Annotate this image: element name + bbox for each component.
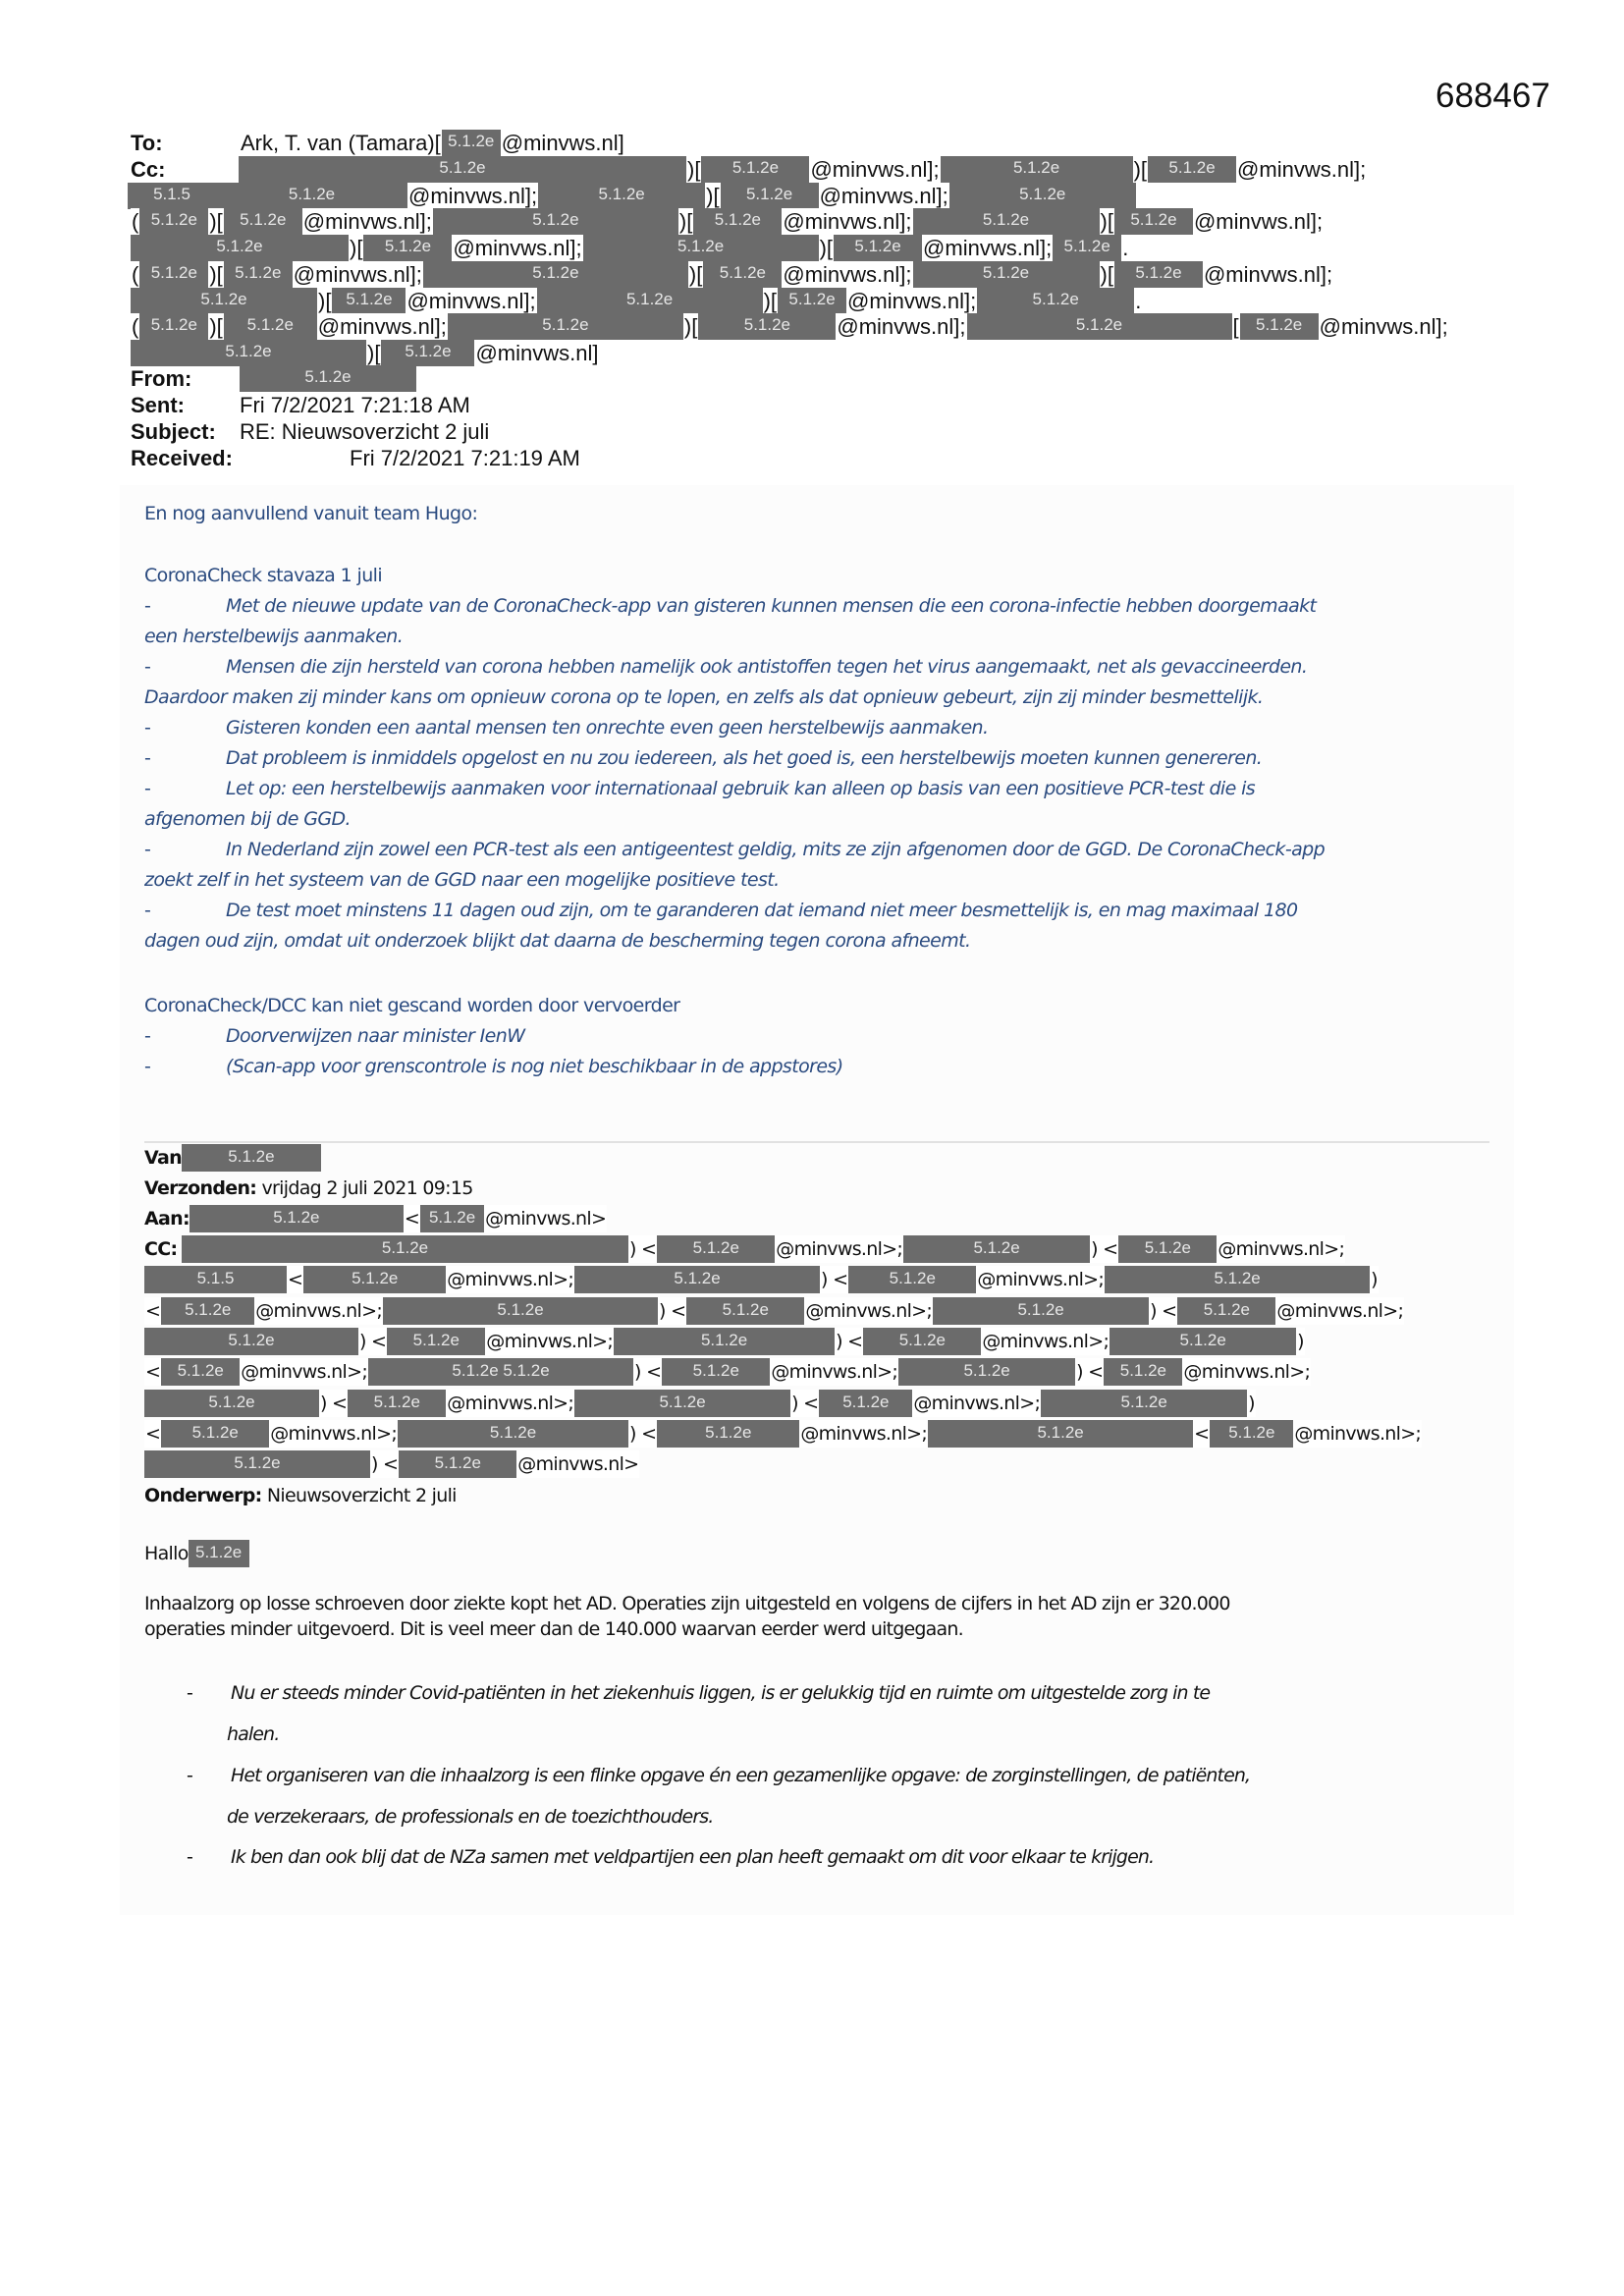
van-line [144,1144,321,1172]
address-text: @minvws.nl>; [804,1297,933,1325]
verzonden-label: Verzonden: [144,1177,257,1199]
address-text: @minvws.nl>; [485,1328,614,1355]
redaction-box: 5.1.2e [863,1328,981,1355]
address-text: @minvws.nl>; [446,1266,574,1293]
redaction-box: 5.1.2e [1148,156,1236,183]
address-text: @minvws.nl>; [446,1390,574,1417]
to-recipients [240,131,625,155]
address-text: ( [132,314,139,340]
redaction-box: 5.1.2e [583,235,819,261]
address-text: ) < [358,1328,387,1355]
received-label: Received: [131,446,233,470]
address-text: ) < [1090,1235,1118,1263]
address-text: )[ [209,314,223,340]
recipient-line [131,313,1449,340]
bullet-text: Het organiseren van die inhaalzorg is een flinke opgave én een gezamenlijke opgave: de zorginstellingen, de patiënten, [231,1765,1251,1786]
redaction-box: 5.1.2e [1118,1235,1217,1263]
recipient-line [131,208,1324,235]
bullet-text: Doorverwijzen naar minister IenW [226,1025,525,1047]
onderwerp-label: Onderwerp: [144,1485,262,1506]
redaction-box: 5.1.2e [448,313,683,340]
redaction-box: 5.1.2e [387,1328,485,1355]
redaction-box: 5.1.2e [898,1358,1075,1386]
aan-line [144,1205,607,1232]
redaction-box: 5.1.2e [657,1235,775,1263]
sent-line [131,392,470,418]
address-text: )[ [1100,209,1113,235]
address-text: @minvws.nl]; [923,236,1053,261]
address-text: @minvws.nl>; [1182,1358,1311,1386]
redaction-box: 5.1.2e [224,261,293,288]
subject-line [131,418,489,445]
address-text: @minvws.nl>; [799,1420,928,1448]
redaction-box: 5.1.2e [538,183,705,209]
address-text: < [144,1297,161,1325]
recipient-line [144,1266,1379,1293]
recipient-line [131,235,1129,261]
redaction-box: 5.1.2e [967,313,1232,340]
received-value: Fri 7/2/2021 7:21:19 AM [350,446,580,470]
redaction-box: 5.1.2e [303,1266,446,1293]
address-text: @minvws.nl]; [819,183,948,208]
redaction-box: 5.1.2e [1210,1420,1293,1448]
received-line [131,445,580,471]
address-text: @minvws.nl]; [317,314,447,340]
address-text: ) < [319,1390,348,1417]
address-text: @minvws.nl]; [847,288,977,313]
bullet-text: In Nederland zijn zowel een PCR-test als een antigeentest geldig, mits ze zijn afgenomen door de GGD. De CoronaCheck-app [226,839,1326,860]
verzonden-line [144,1175,473,1202]
address-text: )[ [688,261,703,287]
address-text: ) < [835,1328,863,1355]
redaction-box: 5.1.5 [144,1266,287,1293]
section1-title: CoronaCheck stavaza 1 juli [144,565,383,586]
sent-label: Sent: [131,393,185,417]
van-redaction: 5.1.2e [182,1144,321,1172]
redaction-box: 5.1.2e [686,1297,804,1325]
to-line [131,130,625,156]
recipient-line [131,261,1333,288]
redaction-box: 5.1.2e [433,208,678,235]
reply-intro: En nog aanvullend vanuit team Hugo: [144,503,478,524]
redaction-box: 5.1.2e [420,1205,484,1232]
address-text: @minvws.nl]; [302,209,432,235]
bullet-text: De test moet minstens 11 dagen oud zijn, om te garanderen dat iemand niet meer besmettelijk is, en mag maximaal 180 [226,900,1298,921]
address-text: )[ [683,314,698,340]
redaction-box: 5.1.2e [363,235,452,261]
greeting-redaction: 5.1.2e [189,1540,249,1567]
recipient-line [239,156,1367,183]
redaction-box: 5.1.2e [1114,208,1193,235]
address-text: @minvws.nl]; [810,157,940,182]
bullet-text: Nu er steeds minder Covid-patiënten in het ziekenhuis liggen, is er gelukkig tijd en ruimte om uitgestelde zorg in te [231,1682,1211,1704]
bullet-text: Let op: een herstelbewijs aanmaken voor internationaal gebruik kan alleen op basis van een positieve PCR-test die is [226,778,1256,799]
bullet-continuation: afgenomen bij de GGD. [144,808,351,830]
redaction-box: 5.1.2e [819,1390,912,1417]
recipient-line [144,1420,1422,1448]
bullet-text: Dat probleem is inmiddels opgelost en nu zou iedereen, als het goed is, een herstelbewijs moeten kunnen genereren. [226,747,1263,769]
redaction-box: 5.1.2e [144,1390,319,1417]
message-divider [144,1141,1489,1143]
recipient-line [144,1450,639,1478]
redaction-box: 5.1.2e [131,235,349,261]
bullet-text: Mensen die zijn hersteld van corona hebben namelijk ook antistoffen tegen het virus aangemaakt, net als gevaccineerden. [226,656,1308,678]
redaction-box: 5.1.2e [383,1297,658,1325]
bullet-text: (Scan-app voor grenscontrole is nog niet beschikbaar in de appstores) [226,1056,843,1077]
redaction-box: 5.1.2e [161,1358,240,1386]
bullet-dash: - [144,778,151,799]
bullet-continuation: halen. [227,1723,280,1745]
redaction-box: 5.1.2e [614,1328,835,1355]
bullet-continuation: Daardoor maken zij minder kans om opnieuw corona op te lopen, en zelfs als dat opnieuw gebeurt, zijn zij minder besmettelijk. [144,686,1264,708]
from-label: From: [131,366,192,391]
redaction-box: 5.1.2e [941,156,1133,183]
redaction-box: 5.1.2e [933,1297,1149,1325]
subject-value: RE: Nieuwsoverzicht 2 juli [240,419,490,444]
address-text: @minvws.nl] [501,131,624,155]
redaction-box: 5.1.2e [189,1205,404,1232]
address-text: ) < [633,1358,662,1386]
subject-label: Subject: [131,419,216,444]
recipient-line [182,1235,1345,1263]
redaction-box: 5.1.2e [928,1420,1193,1448]
bullet-continuation: zoekt zelf in het systeem van de GGD naar een mogelijke positieve test. [144,869,780,891]
address-text: ) < [1075,1358,1104,1386]
address-text: ) < [820,1266,848,1293]
redaction-box: 5.1.2e [423,261,688,288]
bullet-continuation: een herstelbewijs aanmaken. [144,626,404,647]
address-text: )[ [819,236,834,261]
address-text: )[ [367,340,381,365]
bullet-dash: - [144,656,151,678]
address-text: @minvws.nl] [475,340,599,365]
redaction-box: 5.1.2e [1104,1358,1182,1386]
recipient-line [131,340,599,366]
address-text: @minvws.nl> [516,1450,639,1478]
address-text: ) < [790,1390,819,1417]
address-text: )[ [209,261,223,287]
address-text: )[ [318,288,332,313]
address-text: @minvws.nl]; [837,314,966,340]
address-text: ) < [658,1297,686,1325]
address-text: )[ [350,236,363,261]
redaction-box: 5.1.5 [128,183,216,209]
from-line [131,365,416,392]
address-text: @minvws.nl>; [1275,1297,1404,1325]
redaction-box: 5.1.2e [949,183,1136,209]
address-text: )[ [1100,261,1113,287]
address-text: ) < [370,1450,399,1478]
recipient-line [144,1328,1305,1355]
from-redaction: 5.1.2e [240,365,416,392]
redaction-box: 5.1.2e [182,1235,628,1263]
address-text: @minvws.nl>; [240,1358,368,1386]
van-label: Van [144,1147,182,1169]
bullet-dash: - [144,717,151,738]
redaction-box: 5.1.2e [693,208,782,235]
redaction-box: 5.1.2e [398,1420,628,1448]
recipient-line [144,1390,1256,1417]
cc-label-line [131,156,165,183]
redaction-box: 5.1.2e [721,183,819,209]
redaction-box: 5.1.2e [778,288,846,314]
bullet-dash: - [187,1846,192,1868]
bullet-dash: - [144,595,151,617]
bullet-dash: - [144,747,151,769]
redaction-box: 5.1.2e [139,208,208,235]
redaction-box: 5.1.2e [442,130,501,156]
redaction-box: 5.1.2e [703,261,782,288]
address-text: @minvws.nl]; [406,288,536,313]
redaction-box: 5.1.2e [144,1328,358,1355]
address-text: @minvws.nl]; [1319,314,1448,340]
redaction-box: 5.1.2e [224,208,302,235]
verzonden-value: vrijdag 2 juli 2021 09:15 [261,1177,473,1199]
redaction-box: 5.1.2e [1114,261,1203,288]
address-text: @minvws.nl>; [770,1358,898,1386]
address-text: . [1135,288,1142,313]
redaction-box: 5.1.2e [977,288,1134,314]
bullet-text: Ik ben dan ook blij dat de NZa samen met veldpartijen een plan heeft gemaakt om dit voor elkaar te krijgen. [231,1846,1155,1868]
address-text: ( [132,261,139,287]
address-text: )[ [209,209,223,235]
address-text: ( [132,209,139,235]
address-text: @minvws.nl>; [775,1235,903,1263]
address-text: ) < [1149,1297,1177,1325]
address-text: @minvws.nl]; [293,261,422,287]
onderwerp-line [144,1482,457,1509]
address-text: < [144,1420,161,1448]
address-text: ) [1296,1328,1305,1355]
bullet-continuation: dagen oud zijn, omdat uit onderzoek blijkt dat daarna de bescherming tegen corona afneemt. [144,930,971,952]
redaction-box: 5.1.2e [216,183,407,209]
address-text: )[ [706,183,720,208]
redaction-box: 5.1.2e [161,1420,269,1448]
redaction-box: 5.1.2e [537,288,763,314]
bullet-dash: - [187,1765,192,1786]
redaction-box: 5.1.2e [698,313,836,340]
bullet-dash: - [187,1682,192,1704]
redaction-box: 5.1.2e [131,288,317,314]
address-text: Ark, T. van (Tamara)[ [241,131,441,155]
redaction-box: 5.1.2e [239,156,686,183]
aan-label: Aan: [144,1208,189,1230]
address-text: @minvws.nl]; [1237,157,1367,182]
greeting-line [144,1540,249,1567]
redaction-box: 5.1.2e [834,235,922,261]
address-text: ) [1247,1390,1256,1417]
address-text: @minvws.nl]; [408,183,538,208]
onderwerp-value: Nieuwsoverzicht 2 juli [266,1485,457,1506]
address-text: @minvws.nl> [484,1205,607,1232]
recipient-line [144,1358,1311,1386]
bullet-continuation: de verzekeraars, de professionals en de toezichthouders. [227,1806,714,1828]
redaction-box: 5.1.2e [348,1390,446,1417]
redaction-box: 5.1.2e 5.1.2e [368,1358,633,1386]
address-text: < [144,1358,161,1386]
bullet-text: Met de nieuwe update van de CoronaCheck-app van gisteren kunnen mensen die een corona-infectie hebben doorgemaakt [226,595,1317,617]
bullet-dash: - [144,900,151,921]
redaction-box: 5.1.2e [1240,313,1319,340]
address-text: @minvws.nl>; [1293,1420,1422,1448]
sent-value: Fri 7/2/2021 7:21:18 AM [240,393,470,417]
address-text: @minvws.nl>; [976,1266,1105,1293]
address-text: @minvws.nl>; [254,1297,383,1325]
address-text: @minvws.nl]; [453,236,582,261]
redaction-box: 5.1.2e [139,313,208,340]
address-text: @minvws.nl>; [269,1420,398,1448]
redaction-box: 5.1.2e [161,1297,254,1325]
redaction-box: 5.1.2e [399,1450,516,1478]
bullet-text: Gisteren konden een aantal mensen ten onrechte even geen herstelbewijs aanmaken. [226,717,989,738]
redaction-box: 5.1.2e [848,1266,976,1293]
bullet-dash: - [144,839,151,860]
address-text: )[ [687,157,701,182]
redaction-box: 5.1.2e [131,340,366,366]
address-text: @minvws.nl]; [1203,261,1333,287]
redaction-box: 5.1.2e [1053,235,1121,261]
address-text: ) [1370,1266,1379,1293]
cc-label: Cc: [131,157,166,182]
bullet-dash: - [144,1025,151,1047]
redaction-box: 5.1.2e [913,208,1100,235]
redaction-box: 5.1.2e [144,1450,370,1478]
redaction-box: 5.1.2e [662,1358,770,1386]
document-number: 688467 [1435,77,1550,115]
redaction-box: 5.1.2e [913,261,1100,288]
redaction-box: 5.1.2e [139,261,208,288]
section2-title: CoronaCheck/DCC kan niet gescand worden door vervoerder [144,995,680,1016]
aan-recipients [189,1208,607,1230]
redaction-box: 5.1.2e [657,1420,799,1448]
recipient-line [131,288,1142,314]
cc-label-original: CC: [144,1238,178,1260]
address-text: ) < [628,1235,657,1263]
redaction-box: 5.1.2e [224,313,317,340]
address-text: @minvws.nl>; [1217,1235,1345,1263]
redaction-box: 5.1.2e [903,1235,1090,1263]
redaction-box: 5.1.2e [701,156,809,183]
redaction-box: 5.1.2e [1177,1297,1275,1325]
address-text: )[ [763,288,778,313]
redaction-box: 5.1.2e [574,1266,820,1293]
cc-label-line-original [144,1235,177,1263]
redaction-box: 5.1.2e [381,340,474,366]
address-text: < [404,1205,420,1232]
bullet-dash: - [144,1056,151,1077]
address-text: @minvws.nl]; [1193,209,1324,235]
address-text: @minvws.nl>; [981,1328,1110,1355]
address-text: . [1122,236,1129,261]
address-text: ) < [628,1420,657,1448]
redaction-box: 5.1.2e [1110,1328,1296,1355]
redaction-box: 5.1.2e [574,1390,790,1417]
address-text: [ [1232,314,1239,340]
to-label: To: [131,131,163,155]
address-text: @minvws.nl]; [783,209,912,235]
address-text: )[ [1133,157,1148,182]
redaction-box: 5.1.2e [1041,1390,1247,1417]
address-text: @minvws.nl>; [912,1390,1041,1417]
address-text: )[ [678,209,693,235]
recipient-line [128,183,1136,209]
address-text: < [287,1266,303,1293]
paragraph-line-2: operaties minder uitgevoerd. Dit is veel meer dan de 140.000 waarvan eerder werd uitgegaan. [144,1618,963,1640]
paragraph-line-1: Inhaalzorg op losse schroeven door ziekte kopt het AD. Operaties zijn uitgesteld en volgens de cijfers in het AD zijn er 320.000 [144,1593,1230,1614]
address-text: < [1193,1420,1210,1448]
redaction-box: 5.1.2e [1105,1266,1370,1293]
greeting: Hallo [144,1543,189,1564]
recipient-line [144,1297,1404,1325]
address-text: @minvws.nl]; [783,261,912,287]
redaction-box: 5.1.2e [332,288,406,314]
